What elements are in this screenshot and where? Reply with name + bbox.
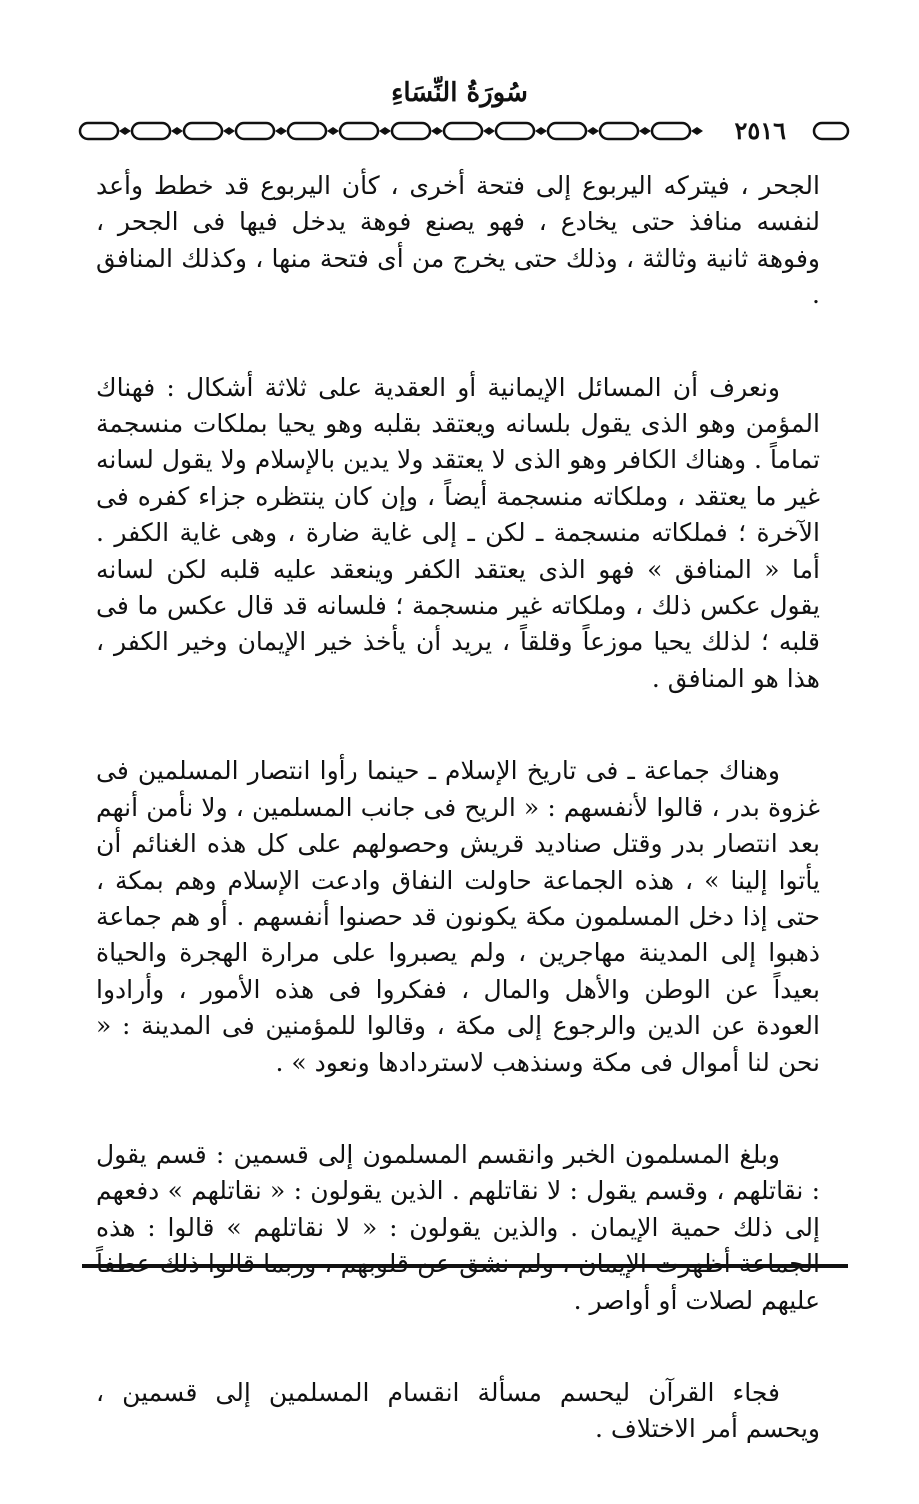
- paragraph-1: الجحر ، فيتركه اليربوع إلى فتحة أخرى ، كأن اليربوع قد خطط وأعد لنفسه منافذ حتى يخادع ، فهو يصنع فوهة يدخل فيها فى الجحر ، وفوهة ثانية وثالثة ، وذلك حتى يخرج من أى فتحة منها ، وكذلك المنافق .: [96, 171, 820, 310]
- chain-diamond: [327, 127, 339, 135]
- chain-diamond: [379, 127, 391, 135]
- chain-link: [496, 123, 534, 139]
- chain-diamond: [483, 127, 495, 135]
- chain-link: [814, 123, 848, 139]
- chain-diamond: [535, 127, 547, 135]
- paragraph-5: فجاء القرآن ليحسم مسألة انقسام المسلمين إلى قسمين ، ويحسم أمر الاختلاف .: [96, 1377, 820, 1444]
- chain-link: [132, 123, 170, 139]
- chain-link: [392, 123, 430, 139]
- chain-link: [236, 123, 274, 139]
- paragraph-3: وهناك جماعة ـ فى تاريخ الإسلام ـ حينما رأوا انتصار المسلمين فى غزوة بدر ، قالوا لأنفسهم : « الريح فى جانب المسلمين ، ولا نأمن أنهم بعد انتصار بدر وقتل صناديد قريش وحصولهم على كل هذه الغنائم أن يأتوا إلينا » ، هذه الجماعة حاولت النفاق وادعت الإسلام وهم بمكة ، حتى إذا دخل المسلمون مكة يكونون قد حصنوا أنفسهم . أو هم جماعة ذهبوا إلى المدينة مهاجرين ، ولم يصبروا على مرارة الهجرة والحياة بعيداً عن الوطن والأهل والمال ، ففكروا فى هذه الأمور ، وأرادوا العودة عن الدين والرجوع إلى مكة ، وقالوا للمؤمنين فى المدينة : « نحن لنا أموال فى مكة وسنذهب لاستردادها ونعود » .: [96, 756, 820, 1077]
- chain-diamond: [587, 127, 599, 135]
- page-number: ٢٥١٦: [728, 116, 792, 146]
- chain-link: [184, 123, 222, 139]
- chain-link: [80, 123, 118, 139]
- body-text: [96, 168, 820, 1504]
- chain-link: [652, 123, 690, 139]
- chain-diamond: [691, 127, 703, 135]
- chain-diamond: [119, 127, 131, 135]
- ornamental-header-border: [76, 116, 852, 146]
- chain-link: [548, 123, 586, 139]
- chain-diamond: [171, 127, 183, 135]
- paragraph-4: وبلغ المسلمون الخبر وانقسم المسلمون إلى قسمين : قسم يقول : نقاتلهم ، وقسم يقول : لا نقاتلهم . الذين يقولون : « نقاتلهم » دفعهم إلى ذلك حمية الإيمان . والذين يقولون : « لا نقاتلهم » قالوا : هذه عليهم لصلات أو أواصر .: [96, 1139, 820, 1315]
- chain-link: [444, 123, 482, 139]
- chain-diamond: [639, 127, 651, 135]
- chain-diamond: [223, 127, 235, 135]
- chain-link: [600, 123, 638, 139]
- paragraph-2: ونعرف أن المسائل الإيمانية أو العقدية على ثلاثة أشكال : فهناك المؤمن وهو الذى يقول بلسانه ويعتقد بقلبه وهو يحيا بملكات منسجمة تماماً . وهناك الكافر وهو الذى لا يعتقد ولا يدين بالإسلام ولا يقول لسانه غير ما يعتقد ، وملكاته منسجمة أيضاً ، وإن كان ينتظره جزاء كفره فى الآخرة ؛ فملكاته منسجمة ـ لكن ـ إلى غاية ضارة ، وهى غاية الكفر . أما « المنافق » فهو الذى يعتقد الكفر وينعقد عليه قلبه لكن لسانه يقول عكس ذلك ، وملكاته غير منسجمة ؛ فلسانه قد قال عكس ما فى قلبه ؛ لذلك يحيا موزعاً وقلقاً ، يريد أن يأخذ خير الإيمان وخير الكفر ، هذا هو المنافق .: [96, 372, 820, 693]
- chain-diamond: [275, 127, 287, 135]
- chain-link: [288, 123, 326, 139]
- footer-rule: [82, 1264, 848, 1268]
- chain-link: [340, 123, 378, 139]
- chain-diamond: [431, 127, 443, 135]
- surah-title: سُورَةُ النِّسَاءِ: [391, 78, 528, 108]
